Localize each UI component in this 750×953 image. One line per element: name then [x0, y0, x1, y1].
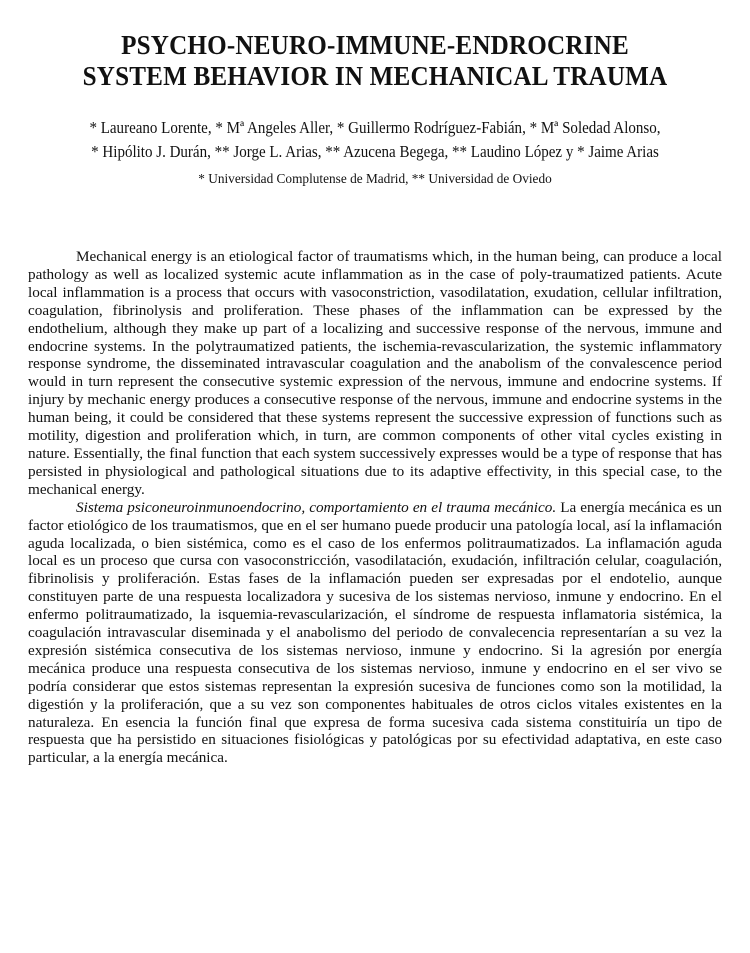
abstract-spanish-paragraph	[28, 499, 722, 768]
paper-title-line-2: SYSTEM BEHAVIOR IN MECHANICAL TRAUMA	[82, 61, 668, 91]
paper-title-line-1: PSYCHO-NEURO-IMMUNE-ENDROCRINE	[121, 30, 629, 60]
author-list	[43, 116, 707, 164]
abstract-spanish-title: Sistema psiconeuroinmunoendocrino, comportamiento en el trauma mecánico.	[76, 498, 557, 516]
author-line-1: * Laureano Lorente, * Mª Angeles Aller, * Guillermo Rodríguez-Fabián, * Mª Soledad Alonso,	[89, 118, 661, 137]
abstract-english-paragraph: Mechanical energy is an etiological factor of traumatisms which, in the human being, can produce a local pathology as well as localized systemic acute inflammation as in the case of poly-traumatized patients. Acute local inflammation is a process that occurs with vasoconstriction, vasodilatation, exudation, cellular infiltration, coagulation, fibrinolysis and proliferation. These phases of the inflammation can be expressed by the endothelium, although they make up part of a localizing and successive response of the nervous, immune and endocrine systems. In the polytraumatized patients, the ischemia-revascularization, the systemic inflammatory response syndrome, the disseminated intravascular coagulation and the anabolism of the convalescence period would in turn represent the consecutive systemic expression of the nervous, immune and endocrine systems. If injury by mechanic energy produces a consecutive response of the nervous, immune and endocrine systems in the human being, it could be considered that these systems represent the successive expression of functions such as motility, digestion and proliferation which, in turn, are common components of other vital cycles existing in nature. Essentially, the final function that each system successively expresses would be a type of response that has persisted in physiological and pathological situations due to its adaptive effectivity, in this special case, to the mechanical energy.	[28, 248, 722, 498]
affiliation-line: * Universidad Complutense de Madrid, ** Universidad de Oviedo	[198, 172, 552, 187]
paper-title	[45, 30, 705, 92]
abstract-spanish-body: La energía mecánica es un factor etiológico de los traumatismos, que en el ser humano puede producir una patología local, así la inflamación aguda localizada, o bien sistémica, como es el caso de los enfermos politraumatizados. La inflamación aguda local es un proceso que cursa con vasoconstricción, vasodilatación, exudación, infiltración celular, coagulación, fibrinolisis y proliferación. Estas fases de la inflamación pueden ser expresadas por el endotelio, aunque constituyen parte de una respuesta localizadora y sucesiva de los sistemas nervioso, inmune y endocrino. En el enfermo politraumatizado, la isquemia-revascularización, el síndrome de respuesta inflamatoria sistémica, la coagulación intravascular diseminada y el anabolismo del periodo de convalecencia representarían a su vez la expresión sistémica consecutiva de los sistemas nervioso, inmune y endocrino. Si la agresión por energía mecánica produce una respuesta consecutiva de los sistemas nervioso, inmune y endocrino en el ser vivo se podría considerar que estos sistemas representan la expresión sucesiva de funciones como son la motilidad, la digestión y la proliferación, que a su vez son componentes habituales de otros ciclos vitales existentes en la naturaleza. En esencia la función final que expresa de forma sucesiva cada sistema constituiría un tipo de respuesta que ha persistido en situaciones fisiológicas y patológicas por su efectividad adaptativa, en este caso particular, a la energía mecánica.	[28, 498, 723, 767]
abstract	[28, 248, 722, 767]
author-line-2: * Hipólito J. Durán, ** Jorge L. Arias, ** Azucena Begega, ** Laudino López y * Jaime Arias	[91, 142, 659, 161]
